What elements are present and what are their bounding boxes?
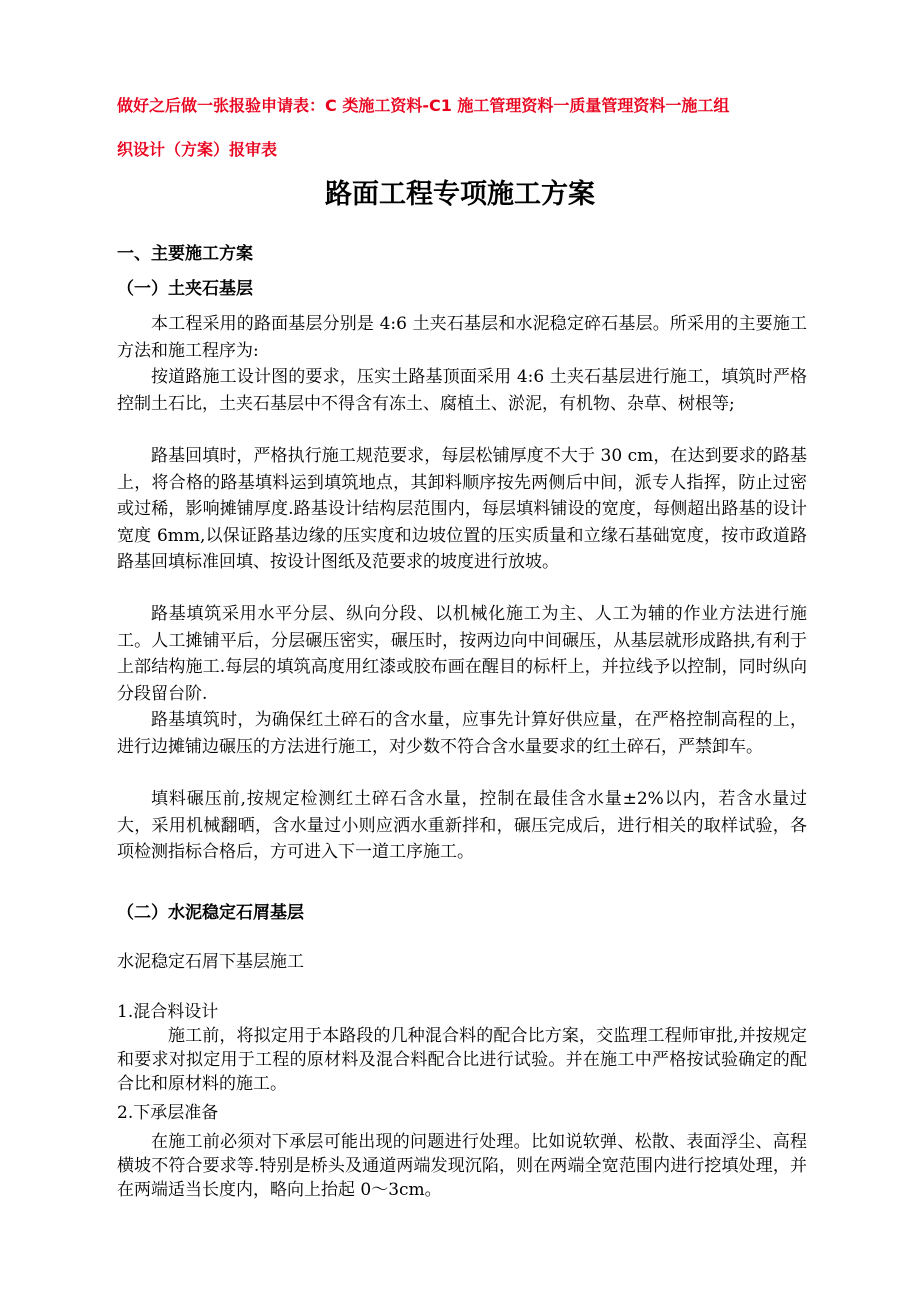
paragraph-lower-layer-prep: 在施工前必须对下承层可能出现的问题进行处理。比如说软弹、松散、表面浮尘、高程横坡不符合要求等.特别是桥头及通道两端发现沉陷，则在两端全宽范围内进行挖填处理，并在两端适当长度内，略向上抬起 0～3cm。	[117, 1132, 807, 1200]
subsection-subtitle: 水泥稳定石屑下基层施工	[117, 952, 304, 972]
paragraph-layered-filling: 路基填筑采用水平分层、纵向分段、以机械化施工为主、人工为辅的作业方法进行施工。人工摊铺平后，分层碾压密实，碾压时，按两边向中间碾压，从基层就形成路拱,有利于上部结构施工.每层的填筑高度用红漆或胶布画在醒目的标杆上，并拉线予以控制，同时纵向分段留台阶.	[117, 604, 807, 704]
paragraph-design-requirements: 按道路施工设计图的要求，压实土路基顶面采用 4:6 土夹石基层进行施工，填筑时严格控制土石比，土夹石基层中不得含有冻土、腐植土、淤泥，有机物、杂草、树根等;	[117, 367, 807, 414]
paragraph-backfill: 路基回填时，严格执行施工规范要求，每层松铺厚度不大于 30 cm，在达到要求的路基上，将合格的路基填料运到填筑地点，其卸料顺序按先两侧后中间，派专人指挥，防止过密或过稀，影响摊铺厚度.路基设计结构层范围内，每层填料铺设的宽度，每侧超出路基的设计宽度 6mm,以保证路基边缘的压实度和边坡位置的压实质量和立缘石基础宽度，按市政道路路基回填标准回填、按设计图纸及范要求的坡度进行放坡。	[117, 446, 807, 572]
submission-note-line-1: 做好之后做一张报验申请表：C 类施工资料-C1 施工管理资料一质量管理资料一施工组	[117, 96, 730, 115]
section-heading-main-plan: 一、主要施工方案	[117, 244, 253, 264]
item-title-lower-layer-prep: 2.下承层准备	[117, 1103, 219, 1123]
subsection-heading-cement-stabilized-base: （二）水泥稳定石屑基层	[117, 903, 304, 923]
paragraph-moisture-control: 路基填筑时，为确保红土碎石的含水量，应事先计算好供应量，在严格控制高程的上，进行边摊铺边碾压的方法进行施工，对少数不符合含水量要求的红土碎石，严禁卸车。	[117, 710, 807, 757]
subsection-heading-soil-stone-base: （一）土夹石基层	[117, 279, 253, 299]
item-title-mix-design: 1.混合料设计	[117, 1002, 219, 1022]
paragraph-mix-design: 施工前，将拟定用于本路段的几种混合料的配合比方案，交监理工程师审批,并按规定和要求对拟定用于工程的原材料及混合料配合比进行试验。并在施工中严格按试验确定的配合比和原材料的施工。	[117, 1026, 807, 1094]
paragraph-compaction-testing: 填料碾压前,按规定检测红土碎石含水量，控制在最佳含水量±2%以内，若含水量过大，采用机械翻晒，含水量过小则应洒水重新拌和，碾压完成后，进行相关的取样试验，各项检测指标合格后，方可进入下一道工序施工。	[117, 789, 807, 862]
paragraph-base-overview: 本工程采用的路面基层分别是 4:6 土夹石基层和水泥稳定碎石基层。所采用的主要施工方法和施工程序为:	[117, 314, 807, 361]
document-title: 路面工程专项施工方案	[325, 179, 595, 210]
submission-note-line-2: 织设计（方案）报审表	[117, 140, 278, 159]
